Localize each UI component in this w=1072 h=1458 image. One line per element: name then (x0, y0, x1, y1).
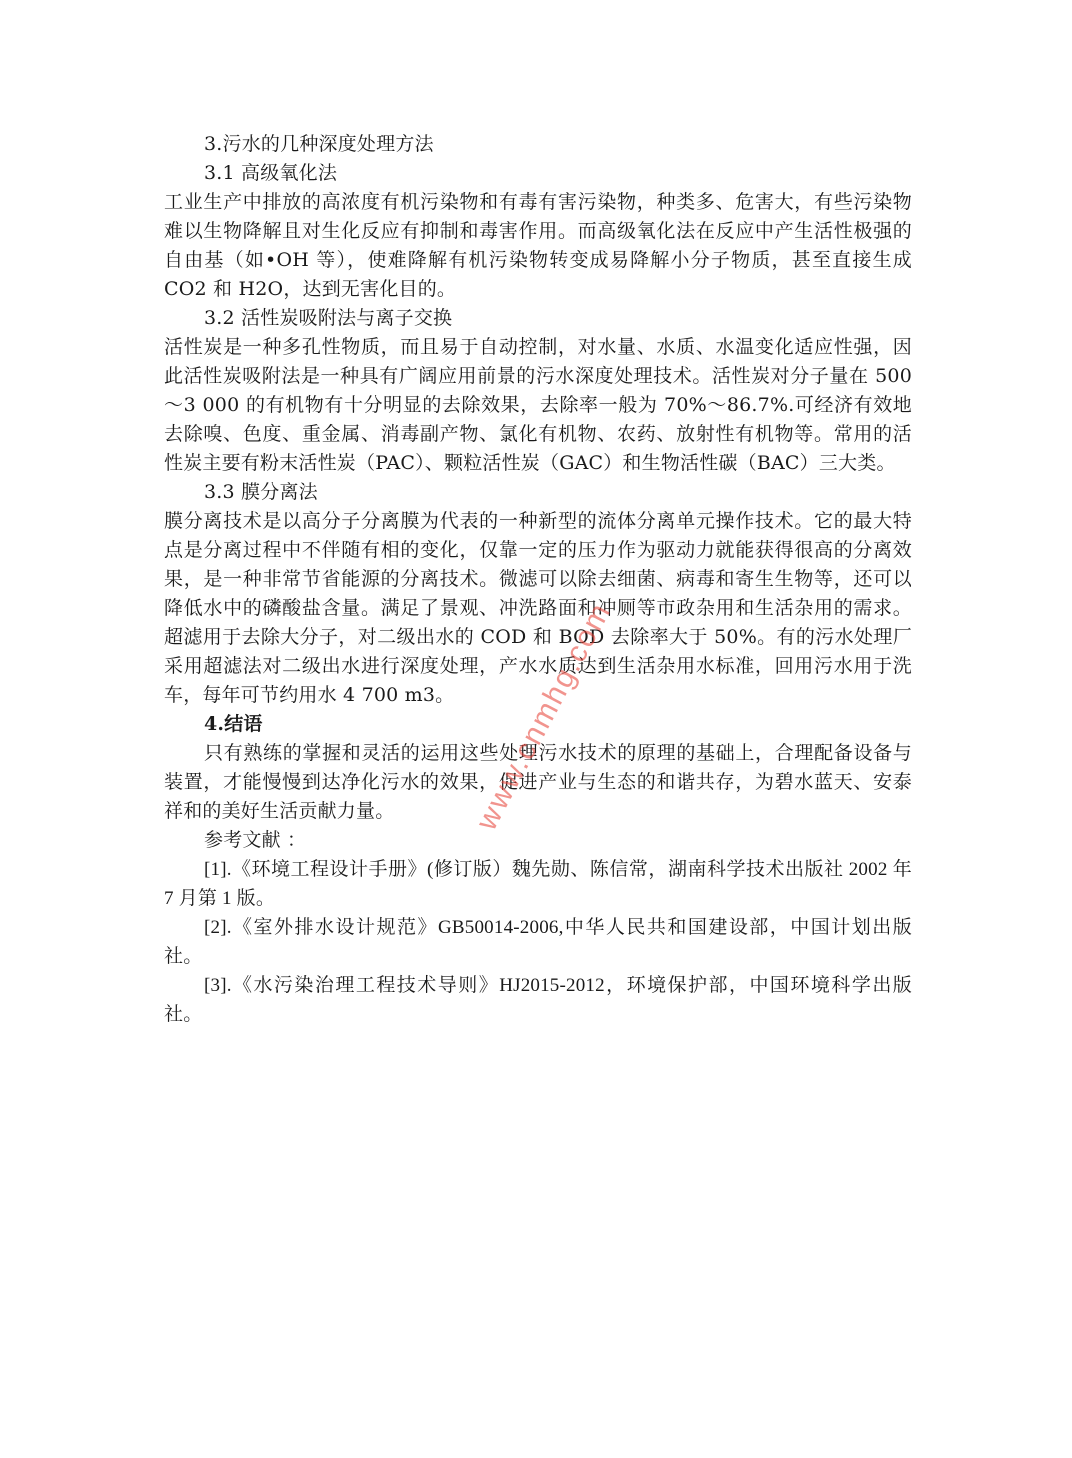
section-heading-3: 3.污水的几种深度处理方法 (204, 133, 434, 155)
subsection-heading-3-2: 3.2 活性炭吸附法与离子交换 (204, 307, 453, 329)
paragraph-3-1: 工业生产中排放的高浓度有机污染物和有毒有害污染物，种类多、危害大，有些污染物难以生物降解且对生化反应有抑制和毒害作用。而高级氧化法在反应中产生活性极强的自由基（如•OH 等），使难降解有机污染物转变成易降解小分子物质，甚至直接生成 CO2 和 H2O，达到无害化目的。 (164, 191, 912, 300)
reference-item: [1].《环境工程设计手册》(修订版）魏先勋、陈信常，湖南科学技术出版社 2002 年 7 月第 1 版。 (164, 859, 912, 909)
document-body (164, 130, 912, 1029)
subsection-heading-3-3: 3.3 膜分离法 (204, 481, 318, 503)
reference-item: [3].《水污染治理工程技术导则》HJ2015-2012，环境保护部，中国环境科学出版社。 (164, 975, 912, 1025)
section-heading-4: 4.结语 (204, 713, 263, 735)
subsection-heading-3-1: 3.1 高级氧化法 (204, 162, 338, 184)
reference-item: [2].《室外排水设计规范》GB50014-2006,中华人民共和国建设部，中国计划出版社。 (164, 917, 912, 967)
paragraph-3-2: 活性炭是一种多孔性物质，而且易于自动控制，对水量、水质、水温变化适应性强，因此活性炭吸附法是一种具有广阔应用前景的污水深度处理技术。活性炭对分子量在 500～3 000 的有机物有十分明显的去除效果，去除率一般为 70%～86.7%.可经济有效地去除嗅、色度、重金属、消毒副产物、氯化有机物、农药、放射性有机物等。常用的活性炭主要有粉末活性炭（PAC）、颗粒活性炭（GAC）和生物活性碳（BAC）三大类。 (164, 336, 912, 474)
watermark-text: www.cnmhg.com (470, 596, 618, 836)
paragraph-3-3: 膜分离技术是以高分子分离膜为代表的一种新型的流体分离单元操作技术。它的最大特点是分离过程中不伴随有相的变化，仅靠一定的压力作为驱动力就能获得很高的分离效果，是一种非常节省能源的分离技术。微滤可以除去细菌、病毒和寄生生物等，还可以降低水中的磷酸盐含量。满足了景观、冲洗路面和冲厕等市政杂用和生活杂用的需求。超滤用于去除大分子，对二级出水的 COD 和 BOD 去除率大于 50%。有的污水处理厂采用超滤法对二级出水进行深度处理，产水水质达到生活杂用水标准，回用污水用于洗车，每年可节约用水 4 700 m3。 (164, 510, 912, 706)
references-title: 参考文献 ： (204, 829, 307, 851)
paragraph-conclusion: 只有熟练的掌握和灵活的运用这些处理污水技术的原理的基础上，合理配备设备与装置，才能慢慢到达净化污水的效果，促进产业与生态的和谐共存，为碧水蓝天、安泰祥和的美好生活贡献力量。 (164, 742, 912, 822)
